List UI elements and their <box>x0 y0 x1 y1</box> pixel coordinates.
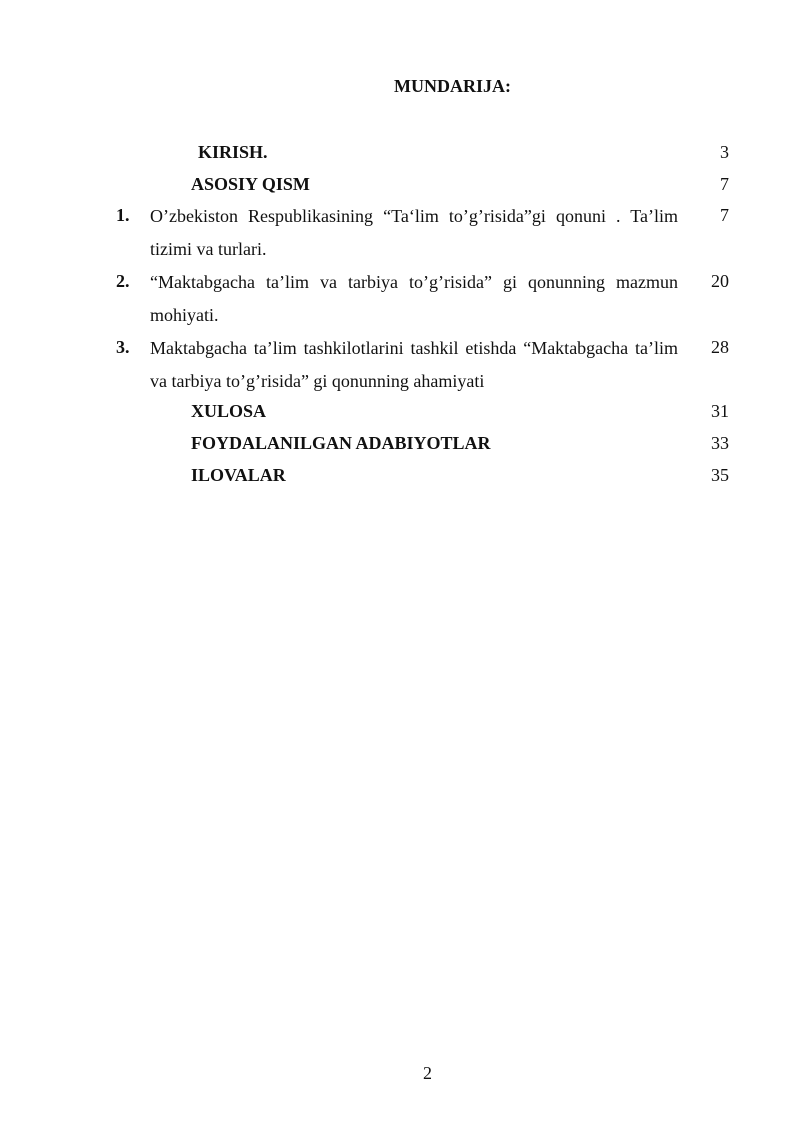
toc-item-1-text: O’zbekiston Respublikasining “Ta‘lim to’g’risida”gi qonuni . Ta’lim tizimi va turlari. <box>150 206 678 259</box>
page-title: MUNDARIJA: <box>394 76 511 96</box>
toc-item-2-text: “Maktabgacha ta’lim va tarbiya to’g’risida” gi qonunning mazmun mohiyati. <box>150 272 678 325</box>
toc-item-3-number: 3. <box>116 337 130 357</box>
page-number: 2 <box>423 1063 432 1083</box>
toc-item-1-page: 7 <box>720 205 729 225</box>
toc-item-1-number: 1. <box>116 205 130 225</box>
toc-kirish-page: 3 <box>720 142 729 162</box>
toc-kirish-label: KIRISH. <box>198 142 268 162</box>
toc-asosiy-page: 7 <box>720 174 729 194</box>
toc-item-2-page: 20 <box>711 271 729 291</box>
toc-item-2-number: 2. <box>116 271 130 291</box>
toc-xulosa-page: 31 <box>711 401 729 421</box>
toc-ilovalar-page: 35 <box>711 465 729 485</box>
toc-xulosa-label: XULOSA <box>191 401 267 421</box>
toc-adabiyotlar-label: FOYDALANILGAN ADABIYOTLAR <box>191 433 491 453</box>
toc-asosiy-label: ASOSIY QISM <box>191 174 310 194</box>
toc-adabiyotlar-page: 33 <box>711 433 729 453</box>
toc-item-3-text: Maktabgacha ta’lim tashkilotlarini tashkil etishda “Maktabgacha ta’lim va tarbiya to’g’risida” gi qonunning ahamiyati <box>150 338 678 391</box>
toc-item-3-page: 28 <box>711 337 729 357</box>
toc-ilovalar-label: ILOVALAR <box>191 465 286 485</box>
